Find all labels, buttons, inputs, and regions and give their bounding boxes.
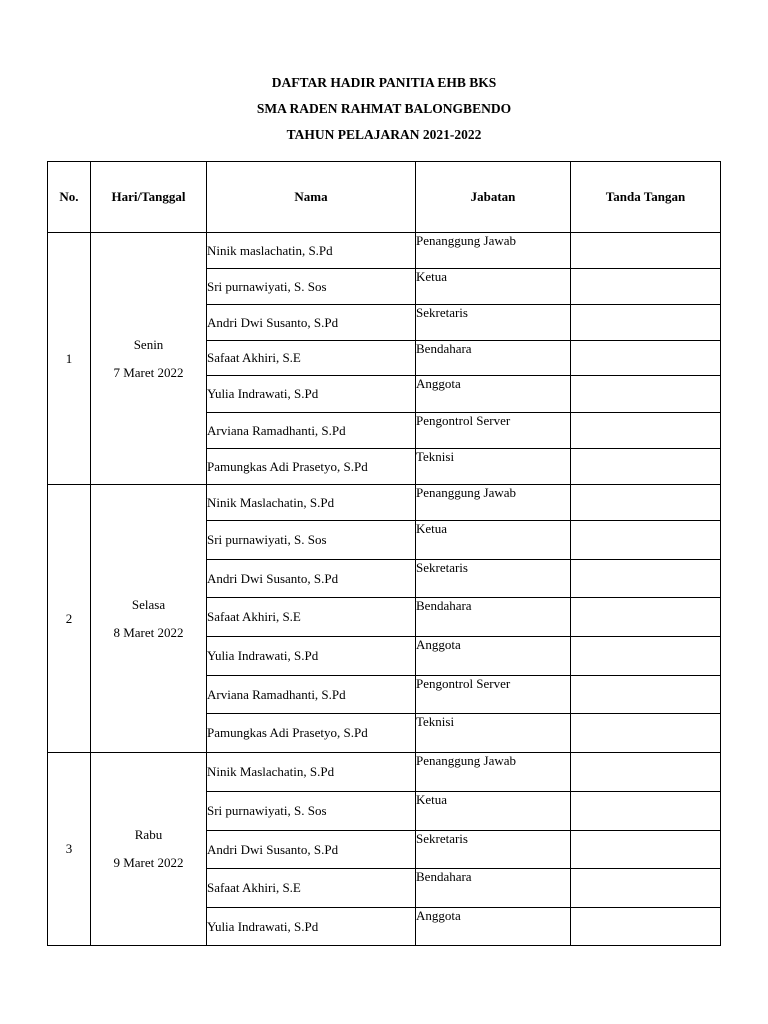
signature-cell[interactable]: [571, 792, 721, 831]
member-name: Sri purnawiyati, S. Sos: [207, 521, 416, 560]
date-text: 7 Maret 2022: [113, 364, 184, 380]
signature-cell[interactable]: [571, 341, 721, 376]
table-row: [48, 485, 721, 521]
signature-cell[interactable]: [571, 233, 721, 269]
member-position: Anggota: [416, 637, 571, 676]
member-name: Yulia Indrawati, S.Pd: [207, 908, 416, 946]
signature-cell[interactable]: [571, 598, 721, 637]
member-position: Anggota: [416, 376, 571, 413]
signature-cell[interactable]: [571, 714, 721, 753]
member-name: Arviana Ramadhanti, S.Pd: [207, 676, 416, 714]
column-header-day-date: Hari/Tanggal: [91, 162, 207, 233]
column-header-no: No.: [48, 162, 91, 233]
member-position: Pengontrol Server: [416, 413, 571, 449]
date-text: 8 Maret 2022: [113, 624, 184, 640]
member-name: Safaat Akhiri, S.E: [207, 341, 416, 376]
member-position: Teknisi: [416, 714, 571, 753]
table-header-row: [48, 162, 721, 233]
member-name: Ninik Maslachatin, S.Pd: [207, 753, 416, 792]
document-title: DAFTAR HADIR PANITIA EHB BKS: [271, 75, 497, 90]
signature-cell[interactable]: [571, 269, 721, 305]
member-position: Anggota: [416, 908, 571, 946]
day-date-cell: [91, 753, 207, 946]
member-position: Penanggung Jawab: [416, 753, 571, 792]
member-position: Penanggung Jawab: [416, 233, 571, 269]
attendance-table: [47, 161, 721, 946]
signature-cell[interactable]: [571, 676, 721, 714]
row-number: 3: [48, 753, 91, 946]
member-position: Ketua: [416, 521, 571, 560]
table-row: [48, 233, 721, 269]
column-header-position: Jabatan: [416, 162, 571, 233]
day-name: Selasa: [131, 596, 166, 612]
member-position: Pengontrol Server: [416, 676, 571, 714]
table-row: [48, 753, 721, 792]
school-name: SMA RADEN RAHMAT BALONGBENDO: [256, 101, 512, 116]
member-name: Pamungkas Adi Prasetyo, S.Pd: [207, 714, 416, 753]
column-header-name: Nama: [207, 162, 416, 233]
signature-cell[interactable]: [571, 637, 721, 676]
row-number: 2: [48, 485, 91, 753]
column-header-signature: Tanda Tangan: [571, 162, 721, 233]
signature-cell[interactable]: [571, 449, 721, 485]
signature-cell[interactable]: [571, 376, 721, 413]
document-header: [0, 70, 768, 148]
signature-cell[interactable]: [571, 305, 721, 341]
member-name: Safaat Akhiri, S.E: [207, 598, 416, 637]
member-name: Andri Dwi Susanto, S.Pd: [207, 560, 416, 598]
date-text: 9 Maret 2022: [113, 855, 184, 870]
day-date-cell: [91, 233, 207, 485]
academic-year: TAHUN PELAJARAN 2021-2022: [286, 127, 482, 142]
day-name: Rabu: [134, 827, 163, 842]
day-name: Senin: [133, 336, 164, 352]
member-name: Andri Dwi Susanto, S.Pd: [207, 831, 416, 869]
member-position: Penanggung Jawab: [416, 485, 571, 521]
member-position: Sekretaris: [416, 560, 571, 598]
signature-cell[interactable]: [571, 869, 721, 908]
signature-cell[interactable]: [571, 413, 721, 449]
member-position: Bendahara: [416, 598, 571, 637]
signature-cell[interactable]: [571, 485, 721, 521]
member-name: Sri purnawiyati, S. Sos: [207, 792, 416, 831]
signature-cell[interactable]: [571, 908, 721, 946]
member-position: Sekretaris: [416, 831, 571, 869]
member-name: Sri purnawiyati, S. Sos: [207, 269, 416, 305]
member-position: Teknisi: [416, 449, 571, 485]
signature-cell[interactable]: [571, 521, 721, 560]
member-position: Ketua: [416, 269, 571, 305]
member-name: Safaat Akhiri, S.E: [207, 869, 416, 908]
member-name: Yulia Indrawati, S.Pd: [207, 637, 416, 676]
member-name: Ninik Maslachatin, S.Pd: [207, 485, 416, 521]
signature-cell[interactable]: [571, 560, 721, 598]
signature-cell[interactable]: [571, 831, 721, 869]
member-name: Pamungkas Adi Prasetyo, S.Pd: [207, 449, 416, 485]
row-number: 1: [48, 233, 91, 485]
member-name: Yulia Indrawati, S.Pd: [207, 376, 416, 413]
member-name: Ninik maslachatin, S.Pd: [207, 233, 416, 269]
member-name: Arviana Ramadhanti, S.Pd: [207, 413, 416, 449]
member-position: Bendahara: [416, 341, 571, 376]
member-position: Bendahara: [416, 869, 571, 908]
member-position: Ketua: [416, 792, 571, 831]
member-name: Andri Dwi Susanto, S.Pd: [207, 305, 416, 341]
signature-cell[interactable]: [571, 753, 721, 792]
day-date-cell: [91, 485, 207, 753]
member-position: Sekretaris: [416, 305, 571, 341]
